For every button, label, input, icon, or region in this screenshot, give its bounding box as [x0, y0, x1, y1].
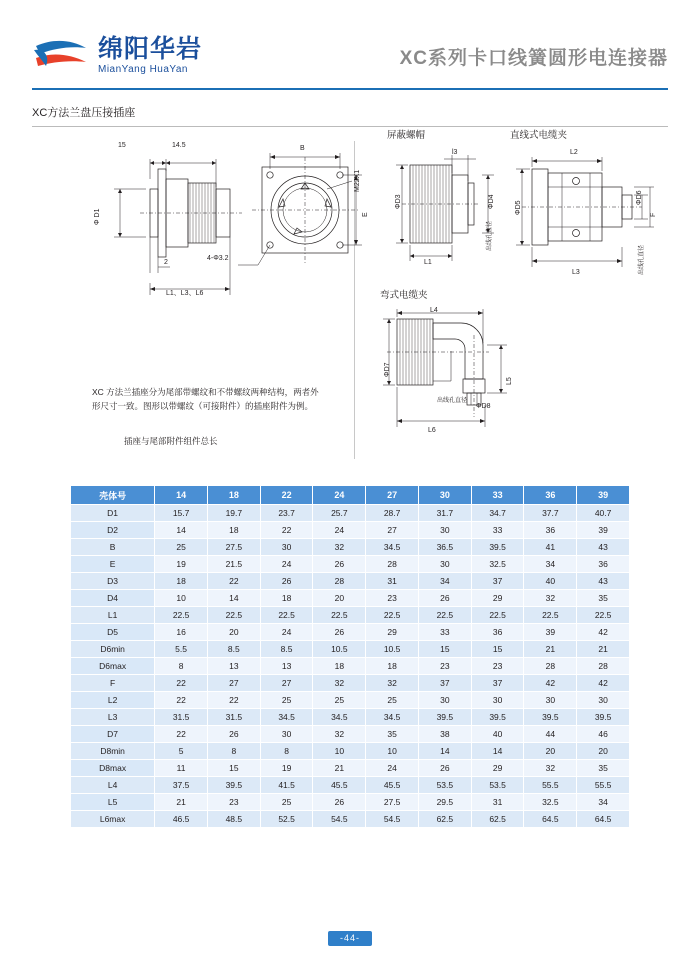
table-cell: 37	[471, 675, 524, 692]
table-row	[71, 709, 630, 726]
dimension-table	[70, 485, 630, 828]
table-cell: 34	[418, 573, 471, 590]
table-row	[71, 590, 630, 607]
dim-14-5: 14.5	[172, 142, 186, 149]
page-number: -44-	[328, 931, 372, 946]
dim-l6: L6	[428, 427, 436, 434]
table-cell: 27	[260, 675, 313, 692]
table-cell: 31.7	[418, 505, 471, 522]
table-cell: 24	[313, 522, 366, 539]
table-header-cell: 壳体号	[71, 486, 155, 505]
table-cell: D6max	[71, 658, 155, 675]
table-cell: 19	[260, 760, 313, 777]
table-cell: 29	[471, 590, 524, 607]
dim-l4: L4	[430, 307, 438, 314]
table-cell: 31	[366, 573, 419, 590]
table-cell: 24	[260, 624, 313, 641]
table-cell: 31	[471, 794, 524, 811]
table-cell: 25	[313, 692, 366, 709]
table-cell: 13	[207, 658, 260, 675]
table-row	[71, 777, 630, 794]
table-row	[71, 794, 630, 811]
table-cell: 34.5	[366, 539, 419, 556]
table-cell: 36.5	[418, 539, 471, 556]
table-cell: 45.5	[366, 777, 419, 794]
table-cell: L1	[71, 607, 155, 624]
table-row	[71, 573, 630, 590]
table-cell: 34.7	[471, 505, 524, 522]
logo-text	[98, 37, 202, 75]
table-cell: 5.5	[155, 641, 208, 658]
label-socket-total-length: 插座与尾部附件组件总长	[124, 436, 218, 446]
table-cell: 35	[577, 590, 630, 607]
table-cell: 22.5	[260, 607, 313, 624]
dim-phi-d8: ΦD8	[476, 403, 491, 410]
table-cell: 18	[207, 522, 260, 539]
table-cell: 22	[155, 692, 208, 709]
table-cell: 22	[155, 726, 208, 743]
document-title: XC系列卡口线簧圆形电连接器	[399, 47, 668, 69]
table-cell: 44	[524, 726, 577, 743]
table-cell: 10.5	[366, 641, 419, 658]
page-header	[32, 24, 668, 90]
table-body	[71, 505, 630, 828]
table-cell: 37.7	[524, 505, 577, 522]
dim-4-phi-3-2: 4-Φ3.2	[207, 255, 229, 262]
table-cell: 48.5	[207, 811, 260, 828]
dim-l2: L2	[570, 149, 578, 156]
table-cell: 53.5	[471, 777, 524, 794]
table-cell: D3	[71, 573, 155, 590]
table-cell: 55.5	[524, 777, 577, 794]
drawing-area	[32, 127, 668, 477]
table-cell: D4	[71, 590, 155, 607]
table-header-row	[71, 486, 630, 505]
table-cell: 35	[577, 760, 630, 777]
table-cell: D8min	[71, 743, 155, 760]
table-cell: 33	[471, 522, 524, 539]
table-cell: 35	[366, 726, 419, 743]
table-cell: 37	[418, 675, 471, 692]
table-row	[71, 760, 630, 777]
table-cell: 14	[207, 590, 260, 607]
dim-phi-d1: Φ D1	[94, 208, 101, 225]
logo-company-en: MianYang HuaYan	[98, 64, 188, 75]
dim-out-hole-dia-1: 出线孔直径	[487, 220, 493, 251]
table-cell: 18	[313, 658, 366, 675]
table-cell: 5	[155, 743, 208, 760]
table-cell: 43	[577, 573, 630, 590]
table-cell: 25.7	[313, 505, 366, 522]
table-cell: 26	[260, 573, 313, 590]
table-cell: 14	[155, 522, 208, 539]
dim-out-hole-dia-3: 出线孔直径	[437, 398, 468, 404]
dim-l1: L1	[424, 259, 432, 266]
table-cell: 22	[207, 573, 260, 590]
table-cell: 8.5	[260, 641, 313, 658]
table-cell: 55.5	[577, 777, 630, 794]
table-cell: 54.5	[366, 811, 419, 828]
table-cell: L3	[71, 709, 155, 726]
table-row	[71, 522, 630, 539]
table-cell: 29	[366, 624, 419, 641]
table-cell: 39.5	[577, 709, 630, 726]
table-cell: 25	[260, 692, 313, 709]
table-cell: 46	[577, 726, 630, 743]
page	[0, 24, 700, 980]
label-shield-nut: 屏蔽螺帽	[387, 130, 426, 141]
table-row	[71, 726, 630, 743]
table-cell: 22.5	[471, 607, 524, 624]
table-cell: 30	[260, 539, 313, 556]
table-cell: 15	[471, 641, 524, 658]
dim-l1-l3-l6: L1、L3、L6	[166, 290, 204, 297]
table-row	[71, 607, 630, 624]
table-cell: 34.5	[260, 709, 313, 726]
table-cell: 15.7	[155, 505, 208, 522]
table-cell: 64.5	[524, 811, 577, 828]
table-cell: 36	[577, 556, 630, 573]
table-cell: 22.5	[207, 607, 260, 624]
table-cell: 28	[313, 573, 366, 590]
table-cell: 42	[577, 624, 630, 641]
table-cell: 23	[471, 658, 524, 675]
dim-l3: L3	[572, 269, 580, 276]
table-cell: 39.5	[418, 709, 471, 726]
table-cell: 15	[207, 760, 260, 777]
table-cell: 32	[313, 675, 366, 692]
socket-side-view-drawing	[62, 137, 362, 397]
table-cell: 28	[366, 556, 419, 573]
table-cell: 26	[207, 726, 260, 743]
table-cell: 19	[155, 556, 208, 573]
table-cell: L6max	[71, 811, 155, 828]
table-row	[71, 624, 630, 641]
table-cell: 42	[577, 675, 630, 692]
table-cell: 29	[471, 760, 524, 777]
table-cell: 18	[155, 573, 208, 590]
table-cell: 8	[155, 658, 208, 675]
table-header-cell: 36	[524, 486, 577, 505]
table-row	[71, 658, 630, 675]
table-cell: 39.5	[471, 539, 524, 556]
table-row	[71, 743, 630, 760]
table-cell: 27	[366, 522, 419, 539]
table-cell: 21	[155, 794, 208, 811]
table-cell: 19.7	[207, 505, 260, 522]
table-cell: L2	[71, 692, 155, 709]
table-cell: 8.5	[207, 641, 260, 658]
table-cell: 23	[418, 658, 471, 675]
table-cell: 16	[155, 624, 208, 641]
table-cell: 20	[524, 743, 577, 760]
elbow-cable-clamp-drawing	[377, 305, 607, 455]
table-cell: D5	[71, 624, 155, 641]
table-cell: 37	[471, 573, 524, 590]
table-row	[71, 556, 630, 573]
table-cell: L5	[71, 794, 155, 811]
dim-phi-d3: ΦD3	[395, 194, 402, 209]
table-cell: 22	[207, 692, 260, 709]
table-cell: 22.5	[524, 607, 577, 624]
table-header-cell: 24	[313, 486, 366, 505]
table-cell: 53.5	[418, 777, 471, 794]
table-cell: 22	[155, 675, 208, 692]
dim-b: B	[300, 145, 305, 152]
table-cell: 20	[313, 590, 366, 607]
table-cell: 32	[313, 726, 366, 743]
table-cell: B	[71, 539, 155, 556]
table-cell: 22.5	[577, 607, 630, 624]
table-cell: 21	[313, 760, 366, 777]
table-cell: 45.5	[313, 777, 366, 794]
table-cell: 22.5	[313, 607, 366, 624]
table-cell: 30	[418, 692, 471, 709]
table-cell: 39.5	[524, 709, 577, 726]
table-cell: 28.7	[366, 505, 419, 522]
table-cell: 21.5	[207, 556, 260, 573]
dim-m22x1: M22X1	[354, 169, 361, 192]
dim-2: 2	[164, 259, 168, 266]
table-cell: 41.5	[260, 777, 313, 794]
table-cell: 10	[313, 743, 366, 760]
table-cell: 33	[418, 624, 471, 641]
table-cell: 15	[418, 641, 471, 658]
dim-phi-d4: ΦD4	[488, 194, 495, 209]
table-cell: 26	[313, 556, 366, 573]
table-cell: 26	[418, 760, 471, 777]
table-cell: D2	[71, 522, 155, 539]
table-cell: 32	[524, 590, 577, 607]
table-cell: 34.5	[366, 709, 419, 726]
table-cell: L4	[71, 777, 155, 794]
table-cell: 34.5	[313, 709, 366, 726]
dim-15: 15	[118, 142, 126, 149]
table-cell: F	[71, 675, 155, 692]
table-row	[71, 675, 630, 692]
table-header-cell: 14	[155, 486, 208, 505]
table-row	[71, 641, 630, 658]
table-cell: 43	[577, 539, 630, 556]
dim-f: F	[650, 212, 657, 217]
table-cell: 10	[155, 590, 208, 607]
table-cell: 11	[155, 760, 208, 777]
table-cell: 52.5	[260, 811, 313, 828]
table-cell: 39.5	[207, 777, 260, 794]
table-cell: 22.5	[155, 607, 208, 624]
table-cell: 54.5	[313, 811, 366, 828]
table-cell: 25	[155, 539, 208, 556]
table-cell: 18	[366, 658, 419, 675]
label-straight-clamp: 直线式电缆夹	[510, 130, 568, 141]
table-cell: 28	[524, 658, 577, 675]
table-cell: 22	[260, 522, 313, 539]
table-cell: 38	[418, 726, 471, 743]
page-footer	[0, 928, 700, 946]
table-cell: 32	[313, 539, 366, 556]
table-cell: 18	[260, 590, 313, 607]
table-cell: 36	[524, 522, 577, 539]
table-cell: 23.7	[260, 505, 313, 522]
table-cell: 34	[577, 794, 630, 811]
table-cell: 26	[418, 590, 471, 607]
table-row	[71, 811, 630, 828]
table-cell: 42	[524, 675, 577, 692]
table-cell: 8	[260, 743, 313, 760]
table-cell: 30	[418, 556, 471, 573]
dim-e: E	[362, 212, 369, 217]
dim-l3-top: l3	[452, 149, 458, 156]
table-cell: 24	[366, 760, 419, 777]
dim-out-hole-dia-2: 出线孔直径	[639, 244, 645, 275]
drawing-note: XC 方法兰插座分为尾部带螺纹和不带螺纹两种结构，两者外形尺寸一致。图形以带螺纹（可接附件）的插座附件为例。	[92, 387, 319, 412]
table-cell: 40	[471, 726, 524, 743]
table-cell: 37.5	[155, 777, 208, 794]
table-header-cell: 39	[577, 486, 630, 505]
table-cell: D6min	[71, 641, 155, 658]
table-cell: 32	[524, 760, 577, 777]
table-cell: D8max	[71, 760, 155, 777]
table-header-cell: 33	[471, 486, 524, 505]
table-row	[71, 692, 630, 709]
table-cell: 62.5	[471, 811, 524, 828]
table-cell: 26	[313, 624, 366, 641]
table-cell: 27.5	[207, 539, 260, 556]
table-cell: D7	[71, 726, 155, 743]
section-title: XC方法兰盘压接插座	[32, 104, 668, 127]
table-row	[71, 505, 630, 522]
table-cell: 30	[471, 692, 524, 709]
table-cell: 25	[260, 794, 313, 811]
dim-phi-d7: ΦD7	[384, 362, 391, 377]
table-cell: 32	[366, 675, 419, 692]
label-elbow-clamp: 弯式电缆夹	[380, 290, 428, 301]
dim-l5: L5	[506, 377, 513, 385]
table-cell: 41	[524, 539, 577, 556]
table-cell: E	[71, 556, 155, 573]
table-header-cell: 18	[207, 486, 260, 505]
table-cell: 27	[207, 675, 260, 692]
table-cell: 34	[524, 556, 577, 573]
table-cell: 29.5	[418, 794, 471, 811]
table-cell: 22.5	[418, 607, 471, 624]
table-cell: 64.5	[577, 811, 630, 828]
table-row	[71, 539, 630, 556]
dim-phi-d5: ΦD5	[515, 200, 522, 215]
table-header-cell: 27	[366, 486, 419, 505]
table-cell: 28	[577, 658, 630, 675]
table-cell: 20	[207, 624, 260, 641]
table-cell: 14	[418, 743, 471, 760]
table-cell: 23	[207, 794, 260, 811]
logo-company-cn: 绵阳华岩	[98, 35, 203, 63]
shield-nut-drawing	[382, 143, 522, 273]
table-cell: 30	[577, 692, 630, 709]
table-cell: 30	[524, 692, 577, 709]
table-cell: D1	[71, 505, 155, 522]
table-cell: 14	[471, 743, 524, 760]
table-cell: 32.5	[471, 556, 524, 573]
company-logo	[32, 36, 202, 76]
table-cell: 13	[260, 658, 313, 675]
table-cell: 62.5	[418, 811, 471, 828]
table-cell: 30	[260, 726, 313, 743]
table-cell: 40.7	[577, 505, 630, 522]
table-cell: 32.5	[524, 794, 577, 811]
table-cell: 46.5	[155, 811, 208, 828]
dim-phi-d6: ΦD6	[636, 190, 643, 205]
table-cell: 10	[366, 743, 419, 760]
table-cell: 40	[524, 573, 577, 590]
table-cell: 27.5	[366, 794, 419, 811]
table-cell: 10.5	[313, 641, 366, 658]
table-cell: 39.5	[471, 709, 524, 726]
table-cell: 21	[577, 641, 630, 658]
table-cell: 39	[524, 624, 577, 641]
table-header-cell: 22	[260, 486, 313, 505]
table-cell: 20	[577, 743, 630, 760]
dimension-table-wrap	[70, 485, 630, 828]
table-cell: 36	[471, 624, 524, 641]
table-cell: 31.5	[207, 709, 260, 726]
logo-mark-icon	[32, 36, 90, 76]
table-cell: 30	[418, 522, 471, 539]
table-cell: 8	[207, 743, 260, 760]
table-cell: 22.5	[366, 607, 419, 624]
table-cell: 21	[524, 641, 577, 658]
table-cell: 26	[313, 794, 366, 811]
table-cell: 25	[366, 692, 419, 709]
table-header-cell: 30	[418, 486, 471, 505]
table-cell: 23	[366, 590, 419, 607]
table-cell: 31.5	[155, 709, 208, 726]
table-cell: 39	[577, 522, 630, 539]
table-cell: 24	[260, 556, 313, 573]
